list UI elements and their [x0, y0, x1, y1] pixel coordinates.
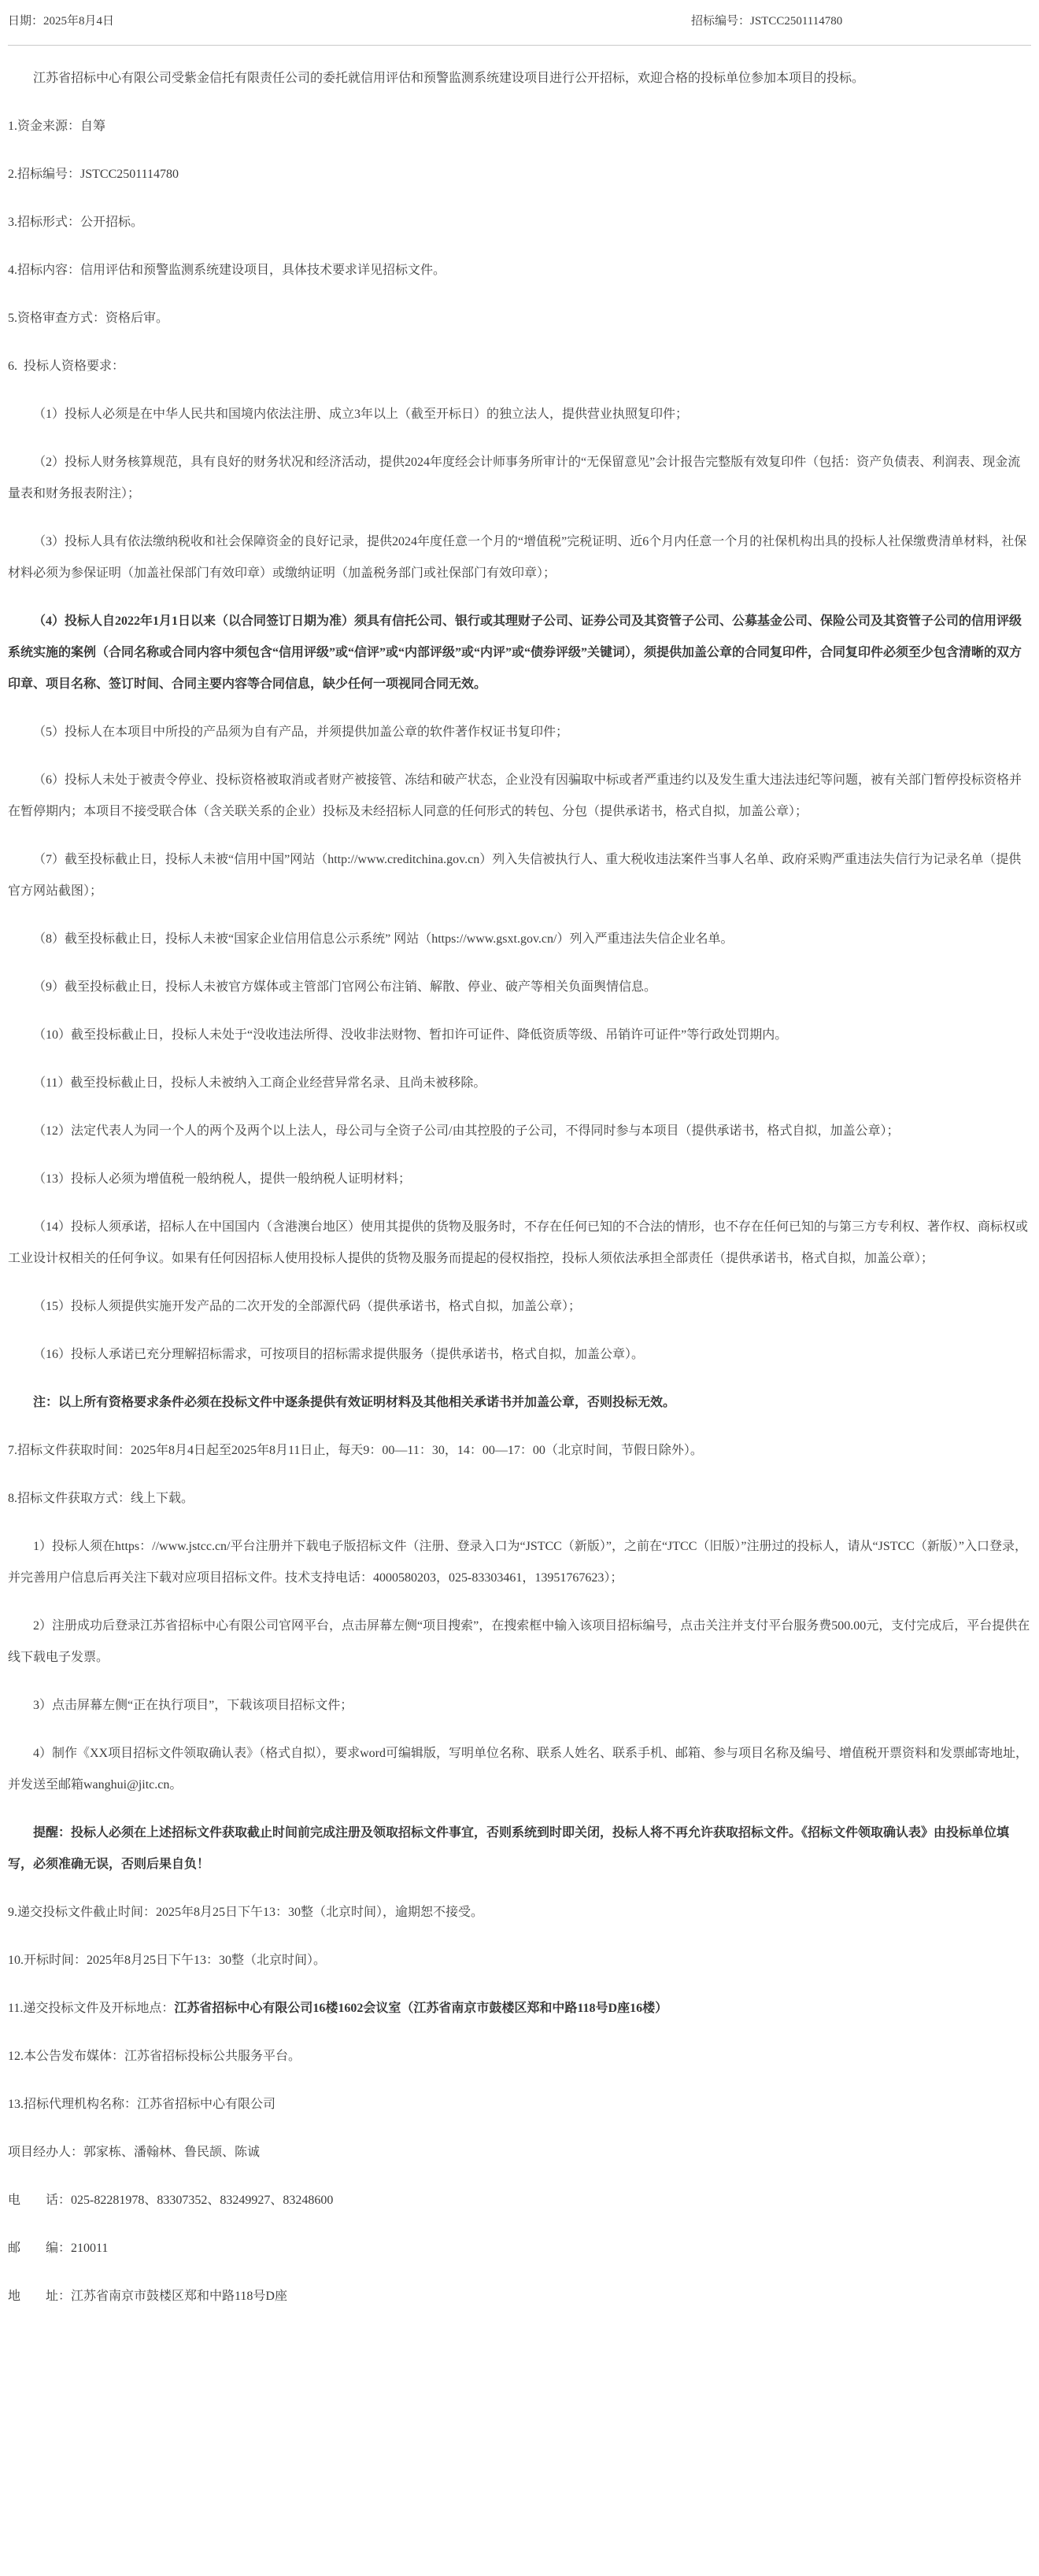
paragraph-req-11-text: （11）截至投标截止日，投标人未被纳入工商企业经营异常名录、且尚未被移除。 — [33, 1076, 486, 1090]
document-header — [8, 0, 1031, 46]
paragraph-step-1-text: 1）投标人须在https：//www.jstcc.cn/平台注册并下载电子版招标文件（注册、登录入口为“JSTCC（新版）”，之前在“JTCC（旧版）”注册过的投标人，请从“JSTCC（新版）”入口登录，并完善用户信息后再关注下载对应项目招标文件。技术支持电话：4000580203，025-83303461，13951767623）； — [8, 1540, 1027, 1585]
paragraph-req-13-text: （13）投标人必须为增值税一般纳税人，提供一般纳税人证明材料； — [33, 1172, 412, 1186]
paragraph-contact-postcode — [8, 2233, 1031, 2264]
paragraph-step-4 — [8, 1738, 1031, 1801]
paragraph-item-4-content — [8, 255, 1031, 286]
paragraph-item-11-location-text: 11.递交投标文件及开标地点： — [8, 2002, 175, 2015]
document-body — [8, 46, 1031, 2312]
paragraph-req-6 — [8, 765, 1031, 828]
paragraph-item-10-opening-time — [8, 1945, 1031, 1976]
paragraph-item-10-opening-time-text: 10.开标时间：2025年8月25日下午13：30整（北京时间）。 — [8, 1954, 327, 1967]
paragraph-req-15-text: （15）投标人须提供实施开发产品的二次开发的全部源代码（提供承诺书，格式自拟，加盖公章）； — [33, 1300, 582, 1313]
paragraph-item-13-agency — [8, 2089, 1031, 2120]
paragraph-contact-phone — [8, 2185, 1031, 2216]
paragraph-reminder — [8, 1818, 1031, 1880]
paragraph-req-1 — [8, 399, 1031, 430]
paragraph-step-4-text: 4）制作《XX项目招标文件领取确认表》（格式自拟），要求word可编辑版，写明单位名称、联系人姓名、联系手机、邮箱、参与项目名称及编号、增值税开票资料和发票邮寄地址，并发送至邮箱wanghui@jitc.cn。 — [8, 1747, 1028, 1792]
paragraph-item-7-doc-time — [8, 1435, 1031, 1467]
paragraph-step-3 — [8, 1690, 1031, 1722]
paragraph-item-5-review — [8, 303, 1031, 334]
paragraph-req-7 — [8, 844, 1031, 907]
paragraph-req-3 — [8, 526, 1031, 589]
paragraph-item-8-doc-method — [8, 1483, 1031, 1515]
paragraph-note — [8, 1387, 1031, 1419]
paragraph-req-15 — [8, 1291, 1031, 1323]
paragraph-intro — [8, 63, 1031, 94]
paragraph-req-5-text: （5）投标人在本项目中所投的产品须为自有产品，并须提供加盖公章的软件著作权证书复印件； — [33, 725, 569, 739]
paragraph-item-4-content-text: 4.招标内容：信用评估和预警监测系统建设项目，具体技术要求详见招标文件。 — [8, 264, 446, 277]
paragraph-contact-persons — [8, 2137, 1031, 2168]
paragraph-item-2-tender-no — [8, 159, 1031, 190]
paragraph-req-9-text: （9）截至投标截止日，投标人未被官方媒体或主管部门官网公布注销、解散、停业、破产等相关负面舆情信息。 — [33, 980, 657, 994]
paragraph-item-11-location — [8, 1993, 1031, 2024]
paragraph-reminder-bold-text: 提醒：投标人必须在上述招标文件获取截止时间前完成注册及领取招标文件事宜，否则系统到时即关闭，投标人将不再允许获取招标文件。《招标文件领取确认表》由投标单位填写，必须准确无误，否则后果自负！ — [8, 1826, 1010, 1871]
paragraph-item-1-funding-text: 1.资金来源：自筹 — [8, 120, 106, 133]
paragraph-req-10-text: （10）截至投标截止日，投标人未处于“没收违法所得、没收非法财物、暂扣许可证件、降低资质等级、吊销许可证件”等行政处罚期内。 — [33, 1028, 788, 1042]
paragraph-item-9-deadline — [8, 1897, 1031, 1928]
paragraph-item-3-form-text: 3.招标形式：公开招标。 — [8, 216, 144, 229]
paragraph-req-13 — [8, 1164, 1031, 1195]
paragraph-contact-postcode-text: 邮 编：210011 — [8, 2242, 109, 2255]
paragraph-req-5 — [8, 717, 1031, 748]
paragraph-item-9-deadline-text: 9.递交投标文件截止时间：2025年8月25日下午13：30整（北京时间），逾期恕不接受。 — [8, 1906, 484, 1919]
paragraph-item-8-doc-method-text: 8.招标文件获取方式：线上下载。 — [8, 1492, 194, 1505]
paragraph-req-8 — [8, 924, 1031, 955]
paragraph-step-3-text: 3）点击屏幕左侧“正在执行项目”，下载该项目招标文件； — [33, 1699, 353, 1712]
paragraph-item-1-funding — [8, 111, 1031, 142]
paragraph-item-11-location-bold-text: 江苏省招标中心有限公司16楼1602会议室（江苏省南京市鼓楼区郑和中路118号D座16楼） — [174, 2002, 668, 2015]
paragraph-item-6-qualification-title — [8, 351, 1031, 382]
paragraph-req-6-text: （6）投标人未处于被责令停业、投标资格被取消或者财产被接管、冻结和破产状态，企业没有因骗取中标或者严重违约以及发生重大违法违纪等问题，被有关部门暂停投标资格并在暂停期内；本项目不接受联合体（含关联关系的企业）投标及未经招标人同意的任何形式的转包、分包（提供承诺书，格式自拟，加盖公章）； — [8, 773, 1022, 818]
paragraph-item-6-qualification-title-text: 6. 投标人资格要求： — [8, 360, 125, 373]
paragraph-req-16-text: （16）投标人承诺已充分理解招标需求，可按项目的招标需求提供服务（提供承诺书，格式自拟，加盖公章）。 — [33, 1348, 645, 1361]
paragraph-contact-phone-text: 电 话：025-82281978、83307352、83249927、83248600 — [8, 2194, 334, 2207]
paragraph-step-2-text: 2）注册成功后登录江苏省招标中心有限公司官网平台，点击屏幕左侧“项目搜索”，在搜索框中输入该项目招标编号，点击关注并支付平台服务费500.00元，支付完成后，平台提供在线下载电子发票。 — [8, 1619, 1030, 1664]
paragraph-item-2-tender-no-text: 2.招标编号：JSTCC2501114780 — [8, 168, 179, 181]
paragraph-step-2 — [8, 1611, 1031, 1674]
paragraph-note-bold-text: 注：以上所有资格要求条件必须在投标文件中逐条提供有效证明材料及其他相关承诺书并加盖公章，否则投标无效。 — [33, 1396, 676, 1409]
paragraph-req-14 — [8, 1212, 1031, 1275]
paragraph-contact-persons-text: 项目经办人：郭家栋、潘翰林、鲁民颉、陈诚 — [8, 2146, 261, 2159]
paragraph-step-1 — [8, 1531, 1031, 1594]
paragraph-req-12-text: （12）法定代表人为同一个人的两个及两个以上法人，母公司与全资子公司/由其控股的子公司，不得同时参与本项目（提供承诺书，格式自拟，加盖公章）； — [33, 1124, 900, 1138]
paragraph-req-9 — [8, 972, 1031, 1003]
paragraph-item-7-doc-time-text: 7.招标文件获取时间：2025年8月4日起至2025年8月11日止，每天9：00—11：30，14：00—17：00（北京时间，节假日除外）。 — [8, 1444, 703, 1457]
header-tender-number: 招标编号：JSTCC2501114780 — [691, 15, 843, 28]
paragraph-item-13-agency-text: 13.招标代理机构名称：江苏省招标中心有限公司 — [8, 2098, 276, 2111]
paragraph-req-11 — [8, 1068, 1031, 1099]
paragraph-item-12-media-text: 12.本公告发布媒体：江苏省招标投标公共服务平台。 — [8, 2050, 301, 2063]
paragraph-item-5-review-text: 5.资格审查方式：资格后审。 — [8, 312, 169, 325]
paragraph-req-1-text: （1）投标人必须是在中华人民共和国境内依法注册、成立3年以上（截至开标日）的独立法人，提供营业执照复印件； — [33, 408, 689, 421]
paragraph-contact-address-text: 地 址：江苏省南京市鼓楼区郑和中路118号D座 — [8, 2290, 287, 2303]
header-date: 日期：2025年8月4日 — [8, 15, 115, 28]
paragraph-req-2-text: （2）投标人财务核算规范，具有良好的财务状况和经济活动，提供2024年度经会计师事务所审计的“无保留意见”会计报告完整版有效复印件（包括：资产负债表、利润表、现金流量表和财务报表附注）； — [8, 456, 1021, 500]
paragraph-req-4 — [8, 606, 1031, 700]
paragraph-req-2 — [8, 447, 1031, 510]
paragraph-req-16 — [8, 1339, 1031, 1371]
paragraph-req-12 — [8, 1116, 1031, 1147]
paragraph-req-4-bold-text: （4）投标人自2022年1月1日以来（以合同签订日期为准）须具有信托公司、银行或其理财子公司、证券公司及其资管子公司、公募基金公司、保险公司及其资管子公司的信用评级系统实施的案例（合同名称或合同内容中须包含“信用评级”或“信评”或“内部评级”或“内评”或“债券评级”关键词），须提供加盖公章的合同复印件，合同复印件必须至少包含清晰的双方印章、项目名称、签订时间、合同主要内容等合同信息，缺少任何一项视同合同无效。 — [8, 614, 1022, 691]
paragraph-intro-text: 江苏省招标中心有限公司受紫金信托有限责任公司的委托就信用评估和预警监测系统建设项目进行公开招标，欢迎合格的投标单位参加本项目的投标。 — [33, 72, 865, 85]
paragraph-item-12-media — [8, 2041, 1031, 2072]
paragraph-item-3-form — [8, 207, 1031, 238]
paragraph-req-8-text: （8）截至投标截止日，投标人未被“国家企业信用信息公示系统” 网站（https://www.gsxt.gov.cn/）列入严重违法失信企业名单。 — [33, 932, 734, 946]
paragraph-req-14-text: （14）投标人须承诺，招标人在中国国内（含港澳台地区）使用其提供的货物及服务时，不存在任何已知的不合法的情形，也不存在任何已知的与第三方专利权、著作权、商标权或工业设计权相关的任何争议。如果有任何因招标人使用投标人提供的货物及服务而提起的侵权指控，投标人须依法承担全部责任（提供承诺书，格式自拟，加盖公章）； — [8, 1220, 1029, 1265]
paragraph-req-7-text: （7）截至投标截止日，投标人未被“信用中国”网站（http://www.creditchina.gov.cn）列入失信被执行人、重大税收违法案件当事人名单、政府采购严重违法失信行为记录名单（提供官方网站截图）； — [8, 853, 1022, 898]
paragraph-req-10 — [8, 1020, 1031, 1051]
paragraph-req-3-text: （3）投标人具有依法缴纳税收和社会保障资金的良好记录，提供2024年度任意一个月的“增值税”完税证明、近6个月内任意一个月的社保机构出具的投标人社保缴费清单材料，社保材料必须为参保证明（加盖社保部门有效印章）或缴纳证明（加盖税务部门或社保部门有效印章）； — [8, 535, 1027, 580]
paragraph-contact-address — [8, 2281, 1031, 2312]
